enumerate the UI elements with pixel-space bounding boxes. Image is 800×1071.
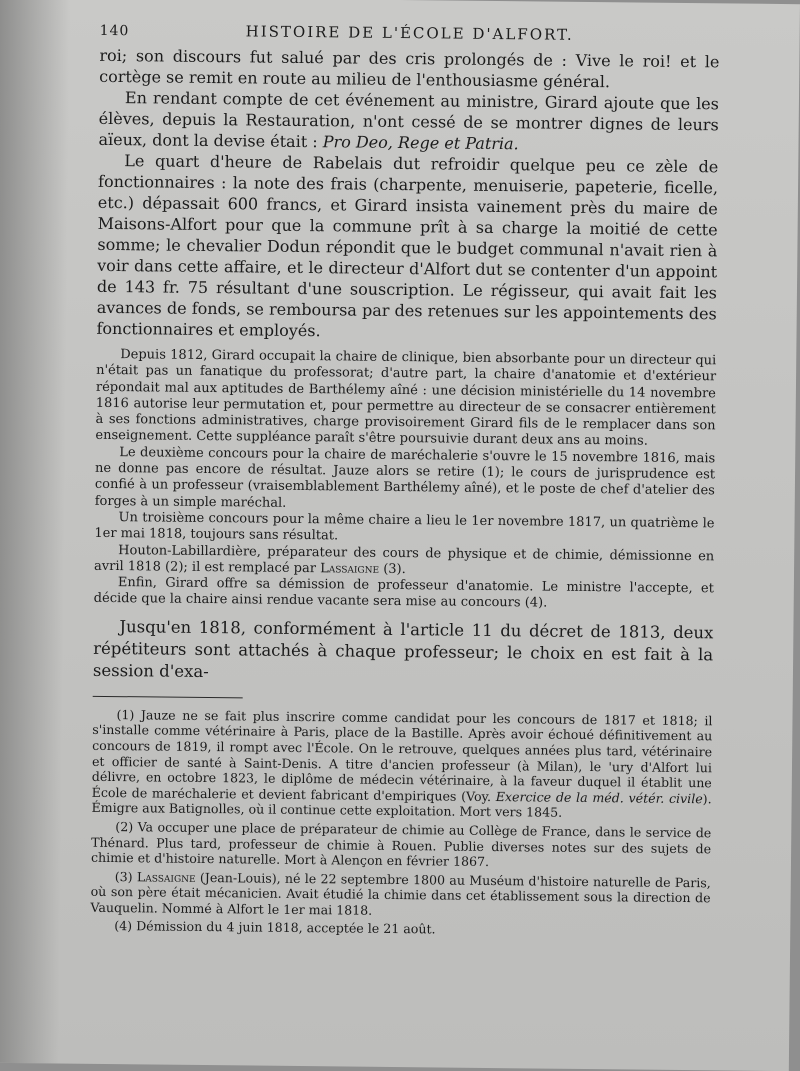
paragraph: Jusqu'en 1818, conformément à l'article 11 du décret de 1813, deux répétiteurs sont attachés à chaque professeur; le choix en est fait à la session d'exa- [92, 616, 714, 681]
page-content [90, 21, 720, 944]
small-paragraph: Houton-Labillardière, préparateur des cours de physique et de chimie, démissionne en avril 1818 (2); il est remplacé par Lassaigne (3). [93, 542, 715, 577]
page-number: 140 [99, 22, 130, 40]
motto: Pro Deo, Rege et Patria. [322, 132, 519, 154]
footnote: (3) Lassaigne (Jean-Louis), né le 22 septembre 1800 au Muséum d'histoire naturelle de Paris, où son père était mécanicien. Avait étudié la chimie dans cet établissement sous la direction de Vauquelin. Nommé à Alfort le 1er mai 1818. [90, 868, 711, 918]
running-title: HISTOIRE DE L'ÉCOLE D'ALFORT. [245, 22, 574, 44]
paragraph: Le quart d'heure de Rabelais dut refroidir quelque peu ce zèle de fonctionnaires : la note des frais (charpente, menuiserie, papeterie, ficelle, etc.) dépassait 600 francs, et Girard insista vainement près du maire de Maisons-Alfort pour que la commune prît à sa charge la moitié de cette somme; le chevalier Dodun répondit que le budget communal n'avait rien à voir dans cette affaire, et le directeur d'Alfort dut se contenter d'un appoint de 143 fr. 75 résultant d'une souscription. Le régisseur, qui avait fait les avances de fonds, se remboursa par des retenues sur les appointements des fonctionnaires et employés. [96, 151, 719, 341]
main-text-continued [93, 616, 714, 688]
running-head [100, 21, 720, 45]
paragraph: roi; son discours fut salué par des cris prolongés de : Vive le roi! et le cortège se remit en route au milieu de l'enthousiasme général. [99, 45, 720, 92]
page-gutter-shadow [0, 0, 70, 1063]
footnote: (2) Va occuper une place de préparateur de chimie au Collège de France, dans le service de Thénard. Plus tard, professeur de chimie à Rouen. Publie diverses notes sur des sujets de chimie et d'histoire naturelle. Mort à Alençon en février 1867. [90, 818, 712, 870]
footnotes [90, 707, 712, 941]
small-paragraph: Enfin, Girard offre sa démission de professeur d'anatomie. Le ministre l'accepte, et décide que la chaire ainsi rendue vacante sera mise au concours (4). [93, 575, 714, 612]
footnote-rule [93, 696, 243, 699]
small-paragraph: Depuis 1812, Girard occupait la chaire de clinique, bien absorbante pour un directeur qui n'était pas un fanatique du professorat; d'autre part, la chaire d'anatomie et d'extérieur répondait mal aux aptitudes de Barthélemy aîné : une décision ministérielle du 14 novembre 1816 autorise leur permutation et, pour permettre au directeur de se consacrer entièrement à ses fonctions administratives, charge provisoirement Girard fils de le remplacer dans son enseignement. Cette suppléance paraît s'être poursuivie durant deux ans au moins. [95, 347, 717, 450]
small-print-section [94, 347, 717, 614]
small-paragraph: Le deuxième concours pour la chaire de maréchalerie s'ouvre le 15 novembre 1816, mais ne donne pas encore de résultat. Jauze alors se retire (1); le cours de jurisprudence est confié à un professeur (vraisemblablement Barthélemy aîné), et le poste de chef d'atelier des forges à un simple maréchal. [94, 444, 716, 511]
footnote: (4) Démission du 4 juin 1818, acceptée le 21 août. [114, 918, 436, 937]
small-paragraph: Un troisième concours pour la même chaire a lieu le 1er novembre 1817, un quatrième le 1er mai 1818, toujours sans résultat. [94, 510, 715, 544]
footnote: (1) Jauze ne se fait plus inscrire comme candidat pour les concours de 1817 et 1818; il s'installe comme vétérinaire à Paris, place de la Bastille. Après avoir échoué définitivement au concours de 1819, il rompt avec l'École. On le retrouve, quelques années plus tard, vétérinaire et officier de santé à Saint-Denis. A titre d'ancien professeur (à Milan), le 'ury d'Alfort lui délivre, en octobre 1823, le diplôme de médecin vétérinaire, à la faveur duquel il établit une École de maréchalerie et devient fabricant d'empiriques (Voy. Exercice de la méd. vétér. civile). Émigre aux Batignolles, où il continue cette exploitation. Mort vers 1845. [91, 706, 713, 821]
paragraph: En rendant compte de cet événement au ministre, Girard ajoute que les élèves, depuis la Restauration, n'ont cessé de se montrer dignes de leurs aïeux, dont la devise était : Pro Deo, Rege et Patria. [98, 88, 720, 154]
main-text [96, 45, 719, 345]
